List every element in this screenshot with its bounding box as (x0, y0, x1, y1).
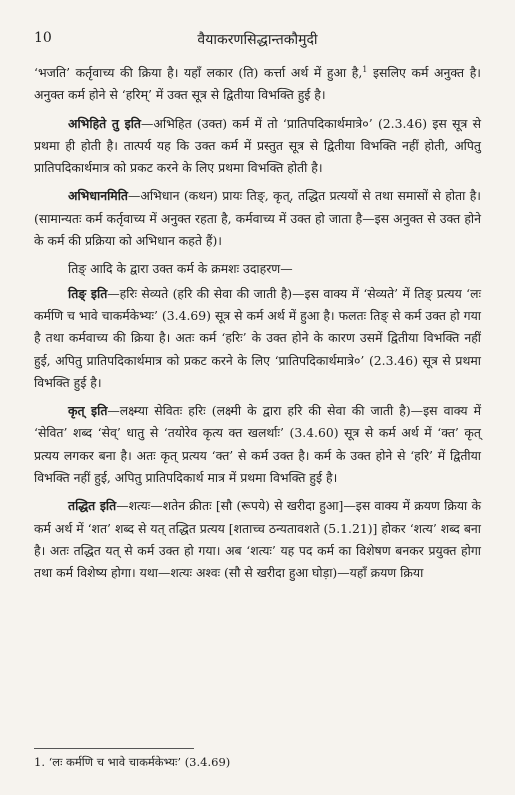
running-title: वैयाकरणसिद्धान्तकौमुदी (197, 32, 318, 48)
paragraph-text: —अभिहित (उक्त) कर्म में तो ‘प्रातिपदिकार्थमात्रे०’ (2.3.46) इस सूत्र से प्रथमा ही होती है। तात्पर्य यह कि उक्त कर्म में प्रस्तुत सूत्र से द्वितीया विभक्ति नहीं होती, अपितु प्रातिपदिकार्थमात्र को प्रकट करने के लिए प्रथमा विभक्ति होती है। (34, 115, 481, 176)
term-heading: अभिधानमिति (68, 188, 128, 204)
paragraph-text: —लक्ष्म्या सेवितः हरिः (लक्ष्मी के द्वारा हरि की सेवा की जाती है)—इस वाक्य में ‘सेवित’ शब्द ‘सेव्’ धातु से ‘तयोरेव कृत्य क्त खलर्थाः’ (3.4.60) सूत्र से कर्म अर्थ में ‘क्त’ कृत् प्रत्यय लगकर बना है। अतः कृत् प्रत्यय ‘क्त’ से कर्म उक्त है। कर्म के उक्त होने से ‘हरि’ में द्वितीया विभक्ति नहीं हुई, अपितु प्रातिपदिकार्थ मात्र में प्रथमा विभक्ति हुई है। (34, 403, 481, 486)
paragraph-7 (34, 495, 481, 584)
footnote-marker: 1 (362, 64, 368, 74)
term-heading: तिङ् इति (68, 285, 108, 301)
page-header (0, 30, 515, 52)
footnote-divider (34, 748, 194, 749)
footnote: 1. ‘लः कर्मणि च भावे चाकर्मकेभ्यः’ (3.4.69) (34, 755, 231, 769)
page-number: 10 (34, 30, 52, 46)
term-heading: कृत् इति (68, 403, 108, 419)
paragraph-4 (34, 258, 481, 280)
paragraph-text: —शत्यः—शतेन क्रीतः [सौ (रूपये) से खरीदा हुआ]—इस वाक्य में क्रयण क्रिया के कर्म अर्थ में ‘शत’ शब्द से यत् तद्धित प्रत्यय [शताच्च ठन्यतावशते (5.1.21)] होकर ‘शत्य’ शब्द बना है। अतः तद्धित यत् से कर्म उक्त हो गया। अब ‘शत्यः’ यह पद कर्म का विशेषण बनकर प्रयुक्त होगा तथा कर्म विशेष्य होगा। यथा—शत्यः अश्वः (सौ से खरीदा हुआ घोड़ा)—यहाँ क्रयण क्रिया (34, 498, 481, 581)
term-heading: अभिहिते तु इति (68, 115, 141, 131)
paragraph-5 (34, 283, 481, 394)
paragraph-2 (34, 113, 481, 180)
paragraph-text-continued: इसलिए कर्म अनुक्त है। अनुक्त कर्म होने से ‘हरिम्’ में उक्त सूत्र से द्वितीया विभक्ति हुई है। (34, 65, 481, 103)
paragraph-text: तिङ् आदि के द्वारा उक्त कर्म के क्रमशः उदाहरण— (68, 261, 293, 277)
paragraph-text: —अभिधान (कथन) प्रायः तिङ्, कृत्, तद्धित प्रत्ययों से तथा समासों से होता है। (सामान्यतः कर्म कर्तृवाच्य में अनुक्त रहता है, कर्मवाच्य में उक्त हो जाता है—इस अनुक्त से उक्त होने के कर्म की प्रक्रिया को अभिधान कहते हैं)। (34, 188, 481, 249)
term-heading: तद्धित इति (68, 498, 117, 514)
paragraph-text: ‘भजति’ कर्तृवाच्य की क्रिया है। यहाँ लकार (ति) कर्त्ता अर्थ में हुआ है, (34, 65, 363, 80)
paragraph-6 (34, 400, 481, 489)
paragraph-1 (34, 62, 481, 107)
paragraph-text: —हरिः सेव्यते (हरि की सेवा की जाती है)—इस वाक्य में ‘सेव्यते’ में तिङ् प्रत्यय ‘लः कर्मणि च भावे चाकर्मकेभ्यः’ (3.4.69) सूत्र से कर्म अर्थ में हुआ है। फलतः तिङ् से कर्म उक्त हो गया है तथा कर्मवाच्य की क्रिया है। अतः कर्म ‘हरिः’ के उक्त होने के कारण उसमें द्वितीया विभक्ति नहीं हुई, अपितु प्रातिपदिकार्थमात्र को प्रकट करने के लिए ‘प्रातिपदिकार्थमात्रे०’ (2.3.46) सूत्र से प्रथमा विभक्ति हुई है। (34, 285, 481, 390)
body-text (34, 62, 481, 591)
paragraph-3 (34, 185, 481, 252)
